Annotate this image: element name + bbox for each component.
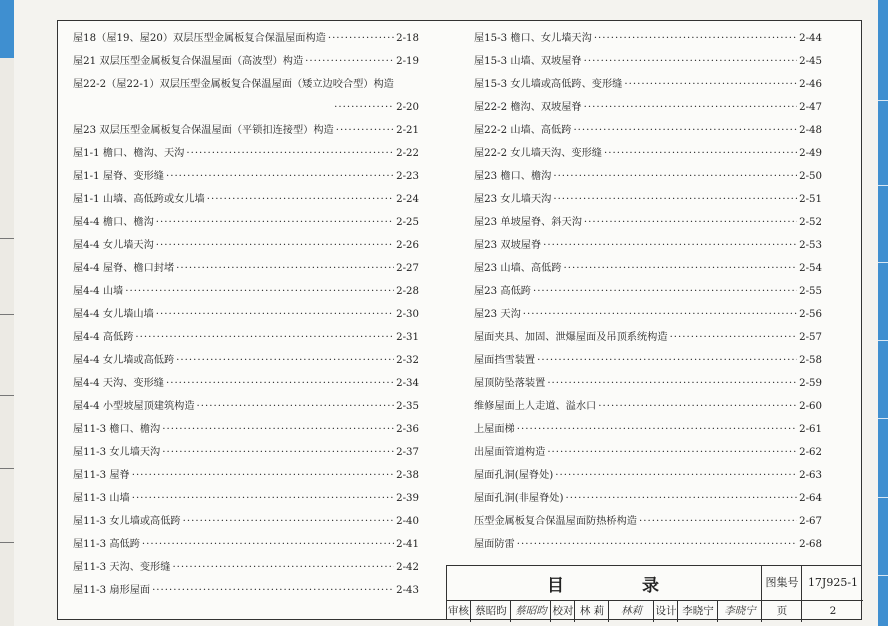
toc-entry-title: 屋23 天沟 <box>474 309 521 320</box>
toc-entry-page: 2-19 <box>396 56 419 67</box>
dot-leader <box>152 579 394 602</box>
toc-entry-page: 2-26 <box>396 240 419 251</box>
title-block <box>446 565 862 620</box>
toc-entry-page: 2-50 <box>799 171 822 182</box>
toc-entry <box>474 372 822 395</box>
reviewer-name: 蔡昭昀 <box>470 601 511 622</box>
doc-title-char: 目 <box>547 575 566 596</box>
toc-entry-title: 屋15-3 檐口、女儿墙天沟 <box>474 33 592 44</box>
toc-entry-title: 维修屋面上人走道、溢水口 <box>474 401 597 412</box>
design-label: 设计 <box>653 601 678 622</box>
toc-entry <box>73 211 419 234</box>
dot-leader <box>584 96 797 119</box>
toc-entry <box>474 395 822 418</box>
dot-leader <box>197 395 395 418</box>
toc-entry-page: 2-67 <box>799 516 822 527</box>
toc-entry <box>73 165 419 188</box>
toc-entry <box>73 50 419 73</box>
toc-entry-page: 2-60 <box>799 401 822 412</box>
dot-leader <box>564 257 798 280</box>
toc-entry <box>73 487 419 510</box>
dot-leader <box>176 257 394 280</box>
toc-entry-page: 2-40 <box>396 516 419 527</box>
toc-entry-page: 2-38 <box>396 470 419 481</box>
toc-entry <box>73 372 419 395</box>
dot-leader <box>670 326 798 349</box>
toc-entry <box>73 533 419 556</box>
binding-mark <box>0 314 14 315</box>
toc-entry-title: 屋面夹具、加固、泄爆屋面及吊顶系统构造 <box>474 332 668 343</box>
toc-entry-page: 2-46 <box>799 79 822 90</box>
toc-entry <box>474 464 822 487</box>
toc-entry-title: 屋11-3 高低跨 <box>73 539 140 550</box>
toc-entry <box>474 533 822 556</box>
toc-entry-title: 屋4-4 女儿墙或高低跨 <box>73 355 175 366</box>
toc-entry <box>73 142 419 165</box>
toc-entry <box>73 119 419 142</box>
toc-entry-title: 屋面防雷 <box>474 539 515 550</box>
dot-leader <box>573 119 797 142</box>
edge-tab-strip <box>878 0 888 626</box>
toc-entry <box>474 280 822 303</box>
dot-leader <box>156 211 394 234</box>
dot-leader <box>517 533 797 556</box>
dot-leader <box>162 418 394 441</box>
dot-leader <box>135 326 394 349</box>
toc-entry <box>73 579 419 602</box>
toc-entry <box>73 395 419 418</box>
toc-entry-page: 2-34 <box>396 378 419 389</box>
dot-leader <box>624 73 797 96</box>
toc-entry-page: 2-25 <box>396 217 419 228</box>
toc-entry-title: 屋11-3 扇形屋面 <box>73 585 151 596</box>
toc-entry-page: 2-21 <box>396 125 419 136</box>
toc-entry <box>474 234 822 257</box>
toc-entry <box>474 188 822 211</box>
toc-entry <box>73 27 419 50</box>
dot-leader <box>533 280 797 303</box>
doc-title <box>447 566 761 600</box>
toc-entry <box>474 510 822 533</box>
toc-entry <box>73 234 419 257</box>
toc-entry-title: 屋22-2 檐沟、双坡屋脊 <box>474 102 582 113</box>
dot-leader <box>547 372 797 395</box>
toc-entry-title: 压型金属板复合保温屋面防热桥构造 <box>474 516 637 527</box>
toc-entry-page: 2-27 <box>396 263 419 274</box>
toc-entry <box>474 142 822 165</box>
toc-entry-title: 屋面孔洞(屋脊处) <box>474 470 554 481</box>
dot-leader <box>328 27 394 50</box>
toc-entry <box>73 418 419 441</box>
toc-entry-title: 屋23 檐口、檐沟 <box>474 171 552 182</box>
dot-leader <box>553 188 797 211</box>
binding-mark <box>0 542 14 543</box>
dot-leader <box>336 119 394 142</box>
toc-entry-page: 2-28 <box>396 286 419 297</box>
dot-leader <box>186 142 394 165</box>
toc-entry-title: 屋4-4 檐口、檐沟 <box>73 217 154 228</box>
toc-entry-title: 屋22-2 山墙、高低跨 <box>474 125 572 136</box>
toc-entry <box>474 487 822 510</box>
toc-entry-title: 屋23 山墙、高低跨 <box>474 263 562 274</box>
page-label: 页 <box>761 601 802 622</box>
toc-entry <box>474 165 822 188</box>
toc-entry-title: 屋23 双坡屋脊 <box>474 240 542 251</box>
dot-leader <box>523 303 797 326</box>
designer-name: 李晓宁 <box>677 601 718 622</box>
toc-entry-title: 屋15-3 山墙、双坡屋脊 <box>474 56 582 67</box>
checker-signature: 林莉 <box>608 601 654 622</box>
dot-leader <box>517 418 797 441</box>
dot-leader <box>162 441 394 464</box>
toc-entry-page: 2-45 <box>799 56 822 67</box>
dot-leader <box>183 510 394 533</box>
binding-tab <box>0 0 14 58</box>
toc-entry-page: 2-36 <box>396 424 419 435</box>
dot-leader <box>156 234 394 257</box>
designer-signature: 李晓宁 <box>717 601 762 622</box>
dot-leader <box>639 510 797 533</box>
toc-entry-page: 2-22 <box>396 148 419 159</box>
toc-entry-page: 2-41 <box>396 539 419 550</box>
toc-entry-title: 屋23 双层压型金属板复合保温屋面（平锁扣连接型）构造 <box>73 125 334 136</box>
toc-entry-title: 屋1-1 山墙、高低跨或女儿墙 <box>73 194 205 205</box>
dot-leader <box>132 464 394 487</box>
toc-entry-title: 屋15-3 女儿墙或高低跨、变形缝 <box>474 79 623 90</box>
toc-entry-title: 屋11-3 屋脊 <box>73 470 130 481</box>
toc-entry-title: 屋面孔洞(非屋脊处) <box>474 493 564 504</box>
toc-entry <box>474 257 822 280</box>
dot-leader <box>555 464 797 487</box>
page-number: 2 <box>801 601 864 622</box>
toc-entry-page: 2-35 <box>396 401 419 412</box>
toc-entry-title: 屋4-4 小型坡屋顶建筑构造 <box>73 401 195 412</box>
toc-entry-title: 屋4-4 屋脊、檐口封堵 <box>73 263 175 274</box>
toc-entry <box>73 464 419 487</box>
toc-entry <box>73 556 419 579</box>
toc-left-column <box>73 27 419 602</box>
toc-entry-title: 上屋面梯 <box>474 424 515 435</box>
toc-entry-title: 屋21 双层压型金属板复合保温屋面（高波型）构造 <box>73 56 304 67</box>
toc-entry-page: 2-44 <box>799 33 822 44</box>
toc-entry-title: 屋1-1 屋脊、变形缝 <box>73 171 164 182</box>
toc-entry-title: 屋面挡雪装置 <box>474 355 536 366</box>
toc-entry-title: 屋11-3 山墙 <box>73 493 130 504</box>
toc-entry-page: 2-55 <box>799 286 822 297</box>
toc-entry-page: 2-58 <box>799 355 822 366</box>
toc-entry-title: 屋23 高低跨 <box>474 286 531 297</box>
toc-entry <box>474 119 822 142</box>
signature-row <box>447 600 863 622</box>
review-label: 审核 <box>448 605 469 617</box>
doc-title-char: 录 <box>642 575 661 596</box>
toc-entry <box>73 188 419 211</box>
toc-entry <box>73 303 419 326</box>
toc-entry-page: 2-24 <box>396 194 419 205</box>
toc-entry-page: 2-39 <box>396 493 419 504</box>
toc-entry <box>474 418 822 441</box>
toc-entry <box>73 280 419 303</box>
toc-entry <box>73 326 419 349</box>
dot-leader <box>132 487 394 510</box>
toc-entry <box>73 96 419 119</box>
toc-entry <box>474 96 822 119</box>
dot-leader <box>125 280 394 303</box>
toc-entry <box>474 349 822 372</box>
toc-entry-page: 2-18 <box>396 33 419 44</box>
toc-entry-page: 2-43 <box>396 585 419 596</box>
toc-entry-page: 2-56 <box>799 309 822 320</box>
toc-entry <box>474 27 822 50</box>
toc-entry-page: 2-31 <box>396 332 419 343</box>
toc-entry-page: 2-61 <box>799 424 822 435</box>
toc-entry-title: 屋23 单坡屋脊、斜天沟 <box>474 217 582 228</box>
toc-entry <box>474 326 822 349</box>
toc-entry-title: 屋4-4 天沟、变形缝 <box>73 378 164 389</box>
check-label: 校对 <box>550 601 575 622</box>
dot-leader <box>584 211 797 234</box>
toc-entry-page: 2-57 <box>799 332 822 343</box>
toc-entry-page: 2-48 <box>799 125 822 136</box>
toc-entry-page: 2-63 <box>799 470 822 481</box>
toc-entry-page: 2-37 <box>396 447 419 458</box>
toc-entry-page: 2-42 <box>396 562 419 573</box>
dot-leader <box>594 27 797 50</box>
toc-entry-title: 屋4-4 高低跨 <box>73 332 134 343</box>
toc-entry-title: 屋11-3 檐口、檐沟 <box>73 424 161 435</box>
dot-leader <box>142 533 394 556</box>
toc-entry-title: 屋4-4 山墙 <box>73 286 124 297</box>
toc-right-column <box>474 27 822 556</box>
toc-entry-page: 2-52 <box>799 217 822 228</box>
dot-leader <box>305 50 394 73</box>
reviewer-signature: 蔡昭昀 <box>510 601 551 622</box>
toc-entry-title: 出屋面管道构造 <box>474 447 546 458</box>
toc-entry-page: 2-49 <box>799 148 822 159</box>
dot-leader <box>176 349 394 372</box>
toc-entry-page: 2-64 <box>799 493 822 504</box>
toc-entry-page: 2-53 <box>799 240 822 251</box>
dot-leader <box>553 165 797 188</box>
toc-entry <box>73 73 419 96</box>
toc-entry-title: 屋18（屋19、屋20）双层压型金属板复合保温屋面构造 <box>73 33 326 44</box>
toc-entry-page: 2-68 <box>799 539 822 550</box>
toc-entry-page: 2-23 <box>396 171 419 182</box>
dot-leader <box>547 441 797 464</box>
atlas-number: 17J925-1 <box>801 566 864 600</box>
toc-entry <box>474 303 822 326</box>
binding-mark <box>0 395 14 396</box>
checker-name: 林 莉 <box>574 601 609 622</box>
binding-margin <box>0 0 14 626</box>
toc-entry-title: 屋1-1 檐口、檐沟、天沟 <box>73 148 185 159</box>
toc-entry <box>73 257 419 280</box>
toc-entry-title: 屋22-2（屋22-1）双层压型金属板复合保温屋面（矮立边咬合型）构造 <box>73 79 394 90</box>
toc-entry-title: 屋23 女儿墙天沟 <box>474 194 552 205</box>
dot-leader <box>604 142 797 165</box>
binding-mark <box>0 468 14 469</box>
toc-entry <box>73 510 419 533</box>
atlas-label: 图集号 <box>761 566 802 600</box>
toc-entry-title: 屋22-2 女儿墙天沟、变形缝 <box>474 148 602 159</box>
dot-leader <box>207 188 394 211</box>
toc-entry-title: 屋顶防坠落装置 <box>474 378 546 389</box>
toc-entry-page: 2-54 <box>799 263 822 274</box>
toc-entry-title: 屋11-3 女儿墙天沟 <box>73 447 161 458</box>
toc-entry <box>474 73 822 96</box>
toc-entry-page: 2-47 <box>799 102 822 113</box>
toc-entry <box>73 441 419 464</box>
toc-entry-title: 屋11-3 天沟、变形缝 <box>73 562 171 573</box>
dot-leader <box>565 487 797 510</box>
dot-leader <box>166 372 394 395</box>
dot-leader <box>172 556 394 579</box>
toc-entry-title: 屋4-4 女儿墙山墙 <box>73 309 154 320</box>
toc-entry-page: 2-59 <box>799 378 822 389</box>
toc-entry <box>474 441 822 464</box>
toc-entry <box>474 50 822 73</box>
dot-leader <box>166 165 394 188</box>
toc-entry-page: 2-32 <box>396 355 419 366</box>
dot-leader <box>537 349 797 372</box>
toc-entry-title: 屋11-3 女儿墙或高低跨 <box>73 516 181 527</box>
toc-entry-page: 2-20 <box>396 102 419 113</box>
dot-leader <box>543 234 797 257</box>
binding-mark <box>0 238 14 239</box>
dot-leader <box>334 96 394 119</box>
toc-entry-page: 2-30 <box>396 309 419 320</box>
toc-entry-page: 2-51 <box>799 194 822 205</box>
dot-leader <box>584 50 797 73</box>
dot-leader <box>598 395 797 418</box>
toc-entry-title: 屋4-4 女儿墙天沟 <box>73 240 154 251</box>
dot-leader <box>156 303 394 326</box>
toc-entry <box>474 211 822 234</box>
toc-entry <box>73 349 419 372</box>
toc-entry-page: 2-62 <box>799 447 822 458</box>
